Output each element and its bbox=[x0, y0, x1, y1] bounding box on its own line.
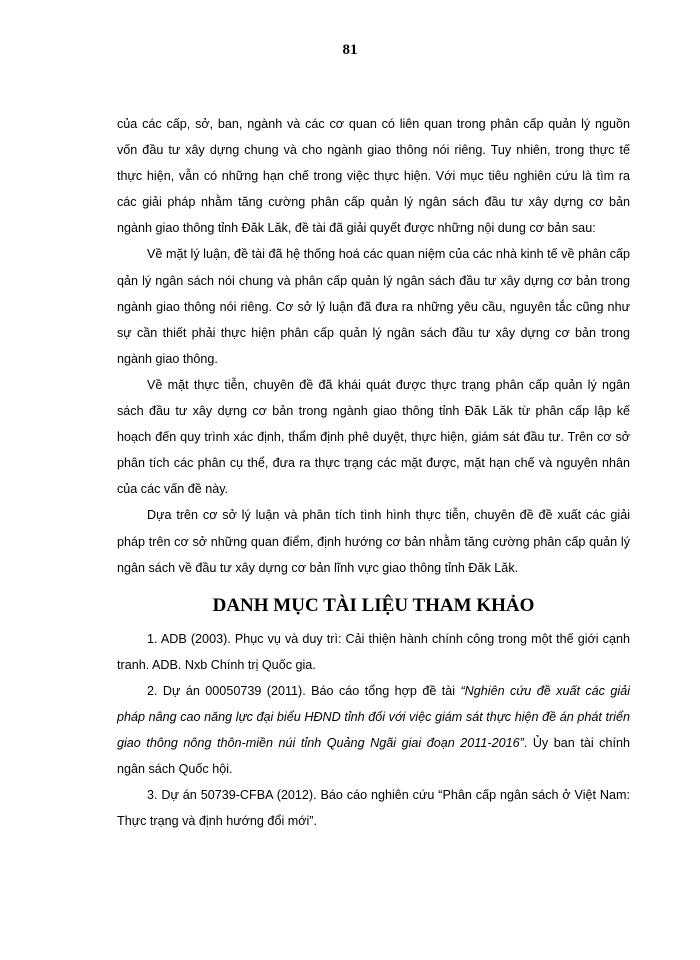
reference-item-3: 3. Dự án 50739-CFBA (2012). Báo cáo nghiên cứu “Phân cấp ngân sách ở Việt Nam: Thực trạng và định hướng đổi mới”. bbox=[117, 788, 630, 829]
references-heading: DANH MỤC TÀI LIỆU THAM KHẢO bbox=[212, 594, 535, 616]
paragraph-theory: Về mặt lý luận, đề tài đã hệ thống hoá các quan niệm của các nhà kinh tế về phân cấp qản lý ngân sách nói chung và phân cấp quản lý ngân sách đầu tư xây dựng cơ bản trong ngành giao thông nói riêng. Cơ sở lý luận đã đưa ra những yêu cầu, nguyên tắc cũng như sự cần thiết phải thực hiện phân cấp quản lý ngân sách đầu tư xây dựng cơ bản trong ngành giao thông. bbox=[117, 247, 630, 366]
paragraph-practice: Về mặt thực tiễn, chuyên đề đã khái quát được thực trạng phân cấp quản lý ngân sách đầu tư xây dựng cơ bản trong ngành giao thông tỉnh Đăk Lăk từ phân cấp lập kế hoạch đến quy trình xác định, thẩm định phê duyệt, thực hiện, giám sát đầu tư. Trên cơ sở phân tích các phân cụ thể, đưa ra thực trạng các mặt được, mặt hạn chế và nguyên nhân của các vấn đề này. bbox=[117, 377, 630, 497]
reference-item-1: 1. ADB (2003). Phục vụ và duy trì: Cải thiện hành chính công trong một thế giới cạnh tranh. ADB. Nxb Chính trị Quốc gia. bbox=[117, 631, 630, 672]
reference-2-suffix: . Ủy ban tài chính ngân sách Quốc hội. bbox=[117, 736, 630, 777]
paragraph-solutions: Dựa trên cơ sở lý luận và phân tích tình hình thực tiễn, chuyên đề đề xuất các giải pháp trên cơ sở những quan điểm, định hướng cơ bản nhằm tăng cường phân cấp quản lý ngân sách về đầu tư xây dựng cơ bản lĩnh vực giao thông tỉnh Đăk Lăk. bbox=[117, 508, 630, 575]
reference-item-2 bbox=[117, 678, 630, 782]
paragraph-intro: của các cấp, sở, ban, ngành và các cơ quan có liên quan trong phân cấp quản lý nguồn vốn đầu tư xây dựng chung và cho ngành giao thông nói riêng. Tuy nhiên, trong thực tế thực hiện, vẫn có những hạn chế trong việc thực hiện. Với mục tiêu nghiên cứu là tìm ra các giải pháp nhằm tăng cường phân cấp quản lý ngân sách đầu tư xây dựng cơ bản ngành giao thông tỉnh Đăk Lăk, đề tài đã giải quyết được những nội dung cơ bản sau: bbox=[117, 117, 630, 236]
reference-2-prefix: 2. Dự án 00050739 (2011). Báo cáo tổng hợp đề tài bbox=[147, 683, 461, 698]
document-body bbox=[117, 111, 630, 834]
page-number: 81 bbox=[342, 42, 358, 58]
reference-2-title: “Nghiên cứu đề xuất các giải pháp nâng cao năng lực đại biểu HĐND tỉnh đối với việc giám sát thực hiện đề án phát triển giao thông nông thôn-miền núi tỉnh Quảng Ngãi giai đoạn 2011-2016” bbox=[117, 683, 630, 751]
